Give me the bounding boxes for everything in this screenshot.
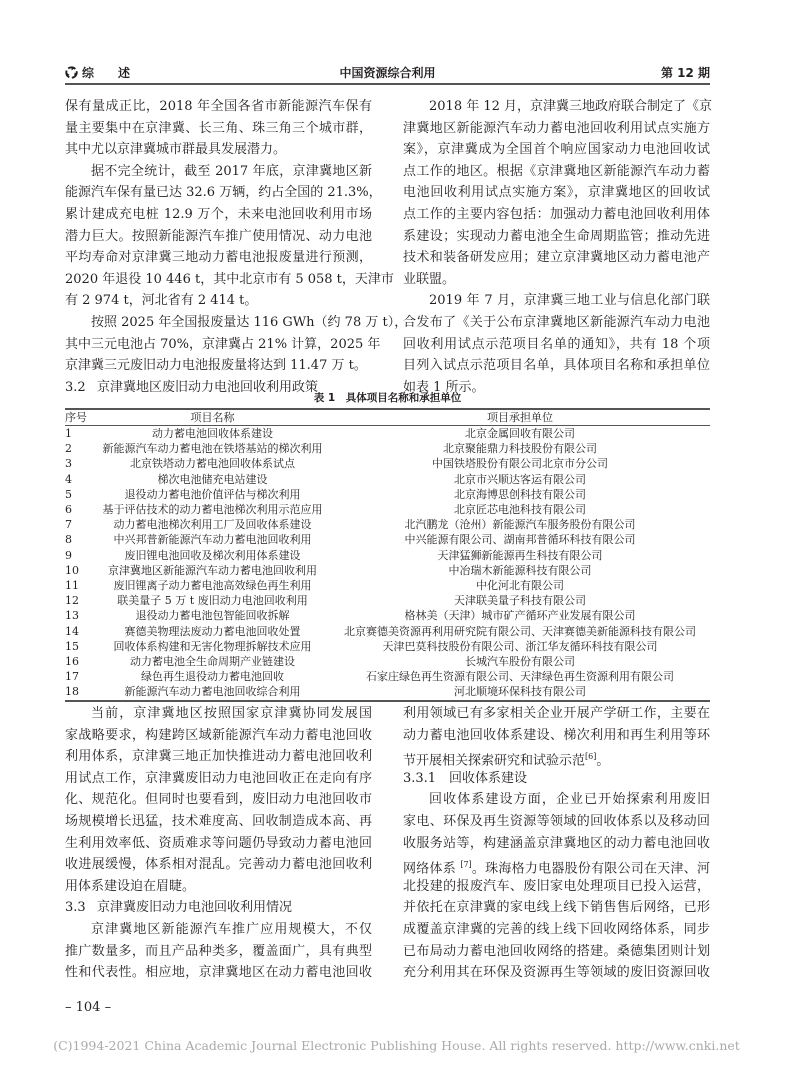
paragraph-line: 成覆盖京津冀的完善的线上线下回收网络体系，同步 xyxy=(403,921,710,937)
row-seq: 5 xyxy=(65,487,72,501)
table-row xyxy=(65,441,710,456)
paragraph-line: 潜力巨大。按照新能源汽车推广使用情况、动力电池 xyxy=(65,228,372,244)
row-project-name: 赛德美物理法废动力蓄电池回收处置 xyxy=(124,624,301,638)
paragraph-line: 合发布了《关于公布京津冀地区新能源汽车动力电池 xyxy=(403,314,710,330)
table-row xyxy=(65,426,710,442)
table-row xyxy=(65,487,710,502)
row-project-name: 回收体系构建和无害化物理拆解技术应用 xyxy=(113,639,312,653)
table-row xyxy=(65,456,710,471)
table-row xyxy=(65,684,710,700)
row-unit: 天津联美量子科技有限公司 xyxy=(454,594,586,608)
table-row xyxy=(65,563,710,578)
row-project-name: 联美量子 5 万 t 废旧动力电池回收利用 xyxy=(117,594,308,608)
paragraph-line: 保有量成正比，2018 年全国各省市新能源汽车保有 xyxy=(65,99,372,114)
table-row xyxy=(65,532,710,547)
paragraph-line: 量主要集中在京津冀、长三角、珠三角三个城市群， xyxy=(65,120,372,136)
section-title: 回收体系建设 xyxy=(449,770,528,786)
row-seq: 4 xyxy=(65,472,72,486)
paragraph-line: 家战略要求，构建跨区域新能源汽车动力蓄电池回收 xyxy=(65,727,372,743)
row-seq: 13 xyxy=(65,609,79,623)
paragraph-line: 京津冀地区新能源汽车推广应用规模大，不仅 xyxy=(91,921,372,937)
row-unit: 北汽鹏龙（沧州）新能源汽车服务股份有限公司 xyxy=(404,518,636,532)
table-row xyxy=(65,639,710,654)
table-row xyxy=(65,517,710,532)
paragraph-line: 点工作的地区。根据《京津冀地区新能源汽车动力蓄 xyxy=(403,163,710,179)
running-header xyxy=(65,62,710,82)
paragraph-line: 其中三元电池占 70%，京津冀占 21% 计算，2025 年 xyxy=(65,336,381,352)
section-label: 综 述 xyxy=(82,66,131,80)
section-number: 3.2 xyxy=(65,379,86,395)
table-row xyxy=(65,472,710,487)
row-seq: 18 xyxy=(65,684,95,700)
table-row xyxy=(65,502,710,517)
paragraph-line: 能源汽车保有量已达 32.6 万辆，约占全国的 21.3%， xyxy=(65,185,382,201)
section-heading xyxy=(403,768,710,790)
row-project-name: 梯次电池储充电站建设 xyxy=(157,472,268,486)
paragraph-line: 北投建的报废汽车、废旧家电处理项目已投入运营， xyxy=(403,878,710,894)
row-seq: 14 xyxy=(65,624,79,638)
row-unit: 天津巴莫科技股份有限公司、浙江华友循环科技有限公司 xyxy=(382,639,658,653)
issue-number: 第 12 期 xyxy=(660,66,710,80)
row-unit: 格林美（天津）城市矿产循环产业发展有限公司 xyxy=(404,609,636,623)
row-project-name: 新能源汽车动力蓄电池回收综合利用 xyxy=(95,684,330,700)
paragraph-line xyxy=(403,854,710,876)
text: 。 xyxy=(596,753,610,769)
paragraph-line: 收服务站等，构建涵盖京津冀地区的动力蓄电池回收 xyxy=(403,835,710,851)
text: 网络体系 xyxy=(403,861,461,877)
section-title: 京津冀地区废旧动力电池回收利用政策 xyxy=(97,379,319,395)
paragraph-line: 技术和装备研发应用；建立京津冀地区动力蓄电池产 xyxy=(403,250,710,266)
row-seq: 12 xyxy=(65,594,79,608)
row-seq: 2 xyxy=(65,442,72,456)
row-unit: 北京赛德美资源再利用研究院有限公司、天津赛德美新能源科技有限公司 xyxy=(344,624,696,638)
row-seq: 17 xyxy=(65,670,79,684)
paragraph-line: 推广数量多，而且产品种类多，覆盖面广，具有典型 xyxy=(65,943,372,959)
table-row xyxy=(65,624,710,639)
paragraph-line: 2018 年 12 月，京津冀三地政府联合制定了《京 xyxy=(429,99,713,114)
paragraph-line: 用试点工作，京津冀废旧动力电池回收正在走向有序 xyxy=(65,770,372,786)
paragraph-line: 累计建成充电桩 12.9 万个，未来电池回收利用市场 xyxy=(65,206,372,222)
paragraph-line: 动力蓄电池回收体系建设、梯次利用和再生利用等环 xyxy=(403,727,710,743)
header-rule xyxy=(65,83,710,85)
paragraph-line: 利用领域已有多家相关企业开展产学研工作，主要在 xyxy=(403,706,710,721)
left-column-bottom xyxy=(65,703,372,984)
table-caption: 表 1 具体项目名称和承担单位 xyxy=(313,392,462,404)
paragraph-line: 化、规范化。但同时也要看到，废旧动力电池回收市 xyxy=(65,792,372,808)
paragraph-line: 利用体系，京津冀三地正加快推进动力蓄电池回收利 xyxy=(65,749,372,765)
row-project-name: 动力蓄电池梯次利用工厂及回收体系建设 xyxy=(113,518,312,532)
paragraph-line: 收进展缓慢，体系相对混乱。完善动力蓄电池回收利 xyxy=(65,857,372,873)
table-row xyxy=(65,608,710,623)
section-number: 3.3.1 xyxy=(403,770,437,786)
row-seq: 16 xyxy=(65,655,79,669)
paragraph-line: 如表 1 所示。 xyxy=(403,379,485,395)
paragraph-line: 性和代表性。相应地，京津冀地区在动力蓄电池回收 xyxy=(65,965,372,981)
projects-table xyxy=(65,408,710,702)
text: 。珠海格力电器股份有限公司在天津、河 xyxy=(471,861,710,877)
row-unit: 中国铁塔股份有限公司北京市分公司 xyxy=(432,457,608,471)
copyright-notice: (C)1994-2021 China Academic Journal Electronic Publishing House. All rights reserved. http://www.cnki.net xyxy=(53,1038,740,1053)
row-seq: 1 xyxy=(65,427,72,440)
row-project-name: 废旧锂离子动力蓄电池高效绿色再生利用 xyxy=(113,579,312,593)
row-project-name: 退役动力蓄电池价值评估与梯次利用 xyxy=(124,487,301,501)
paragraph-line: 有 2 974 t，河北省有 2 414 t。 xyxy=(65,293,258,309)
row-seq: 11 xyxy=(65,579,79,593)
paragraph-line: 2020 年退役 10 446 t，其中北京市有 5 058 t，天津市 xyxy=(65,271,394,287)
section-title: 京津冀废旧动力电池回收利用情况 xyxy=(97,900,293,916)
paragraph-line: 业联盟。 xyxy=(403,271,456,287)
paragraph-line: 按照 2025 年全国报废量达 116 GWh（约 78 万 t）， xyxy=(91,314,408,330)
page-number: – 104 – xyxy=(65,1000,112,1015)
row-unit: 中化河北有限公司 xyxy=(476,579,564,593)
paragraph-line: 回收体系建设方面，企业已开始探索利用废旧 xyxy=(429,792,710,808)
paragraph-line: 充分利用其在环保及资源再生等领域的废旧资源回收 xyxy=(403,965,710,981)
paragraph-line: 平均寿命对京津冀三地动力蓄电池报废量进行预测， xyxy=(65,250,372,266)
row-seq: 8 xyxy=(65,533,72,547)
text: 节开展相关探索研究和试验示范 xyxy=(403,753,586,769)
table-row xyxy=(65,593,710,608)
row-seq: 9 xyxy=(65,548,72,562)
right-column-top xyxy=(403,96,713,398)
row-project-name: 退役动力蓄电池包智能回收拆解 xyxy=(135,609,290,623)
citation-ref: [6] xyxy=(585,752,597,762)
row-unit: 北京金属回收有限公司 xyxy=(465,427,575,440)
row-project-name: 基于评估技术的动力蓄电池梯次利用示范应用 xyxy=(102,503,323,517)
paragraph-line: 目列入试点示范项目名单，具体项目名称和承担单位 xyxy=(403,358,710,374)
row-unit: 石家庄绿色再生资源有限公司、天津绿色再生资源利用有限公司 xyxy=(366,670,674,684)
row-seq: 15 xyxy=(65,639,79,653)
paragraph-line xyxy=(403,746,710,768)
row-seq: 3 xyxy=(65,457,72,471)
paragraph-line: 当前，京津冀地区按照国家京津冀协同发展国 xyxy=(91,706,372,721)
row-seq: 10 xyxy=(65,563,79,577)
table-row xyxy=(65,654,710,669)
left-column-top xyxy=(65,96,408,398)
row-project-name: 动力蓄电池全生命周期产业链建设 xyxy=(130,655,295,669)
row-project-name: 中兴邦普新能源汽车动力蓄电池回收利用 xyxy=(113,533,312,547)
table-row xyxy=(65,669,710,684)
paragraph-line: 电池回收利用试点实施方案》，京津冀地区的回收试 xyxy=(403,185,710,201)
section-heading xyxy=(65,897,372,919)
paragraph-line: 据不完全统计，截至 2017 年底，京津冀地区新 xyxy=(91,163,372,179)
row-seq: 7 xyxy=(65,518,72,532)
row-project-name: 动力蓄电池回收体系建设 xyxy=(152,427,273,440)
row-unit: 中冶瑞木新能源科技有限公司 xyxy=(448,563,592,577)
row-unit: 北京市兴顺达客运有限公司 xyxy=(454,472,586,486)
row-unit: 北京聚能鼎力科技股份有限公司 xyxy=(443,442,597,456)
col-header-project: 项目名称 xyxy=(95,409,330,426)
paragraph-line: 已布局动力蓄电池回收网络的搭建。桑德集团则计划 xyxy=(403,943,710,959)
paragraph-line: 2019 年 7 月，京津冀三地工业与信息化部门联 xyxy=(429,293,710,309)
journal-name: 中国资源综合利用 xyxy=(339,66,436,80)
row-seq: 6 xyxy=(65,503,72,517)
paragraph-line: 京津冀三元废旧动力电池报废量将达到 11.47 万 t。 xyxy=(65,358,367,374)
row-unit: 长城汽车股份有限公司 xyxy=(465,655,575,669)
paragraph-line: 场规模增长迅猛，技术难度高、回收制造成本高、再 xyxy=(65,813,372,829)
row-unit: 北京海博思创科技有限公司 xyxy=(454,487,586,501)
section-number: 3.3 xyxy=(65,900,86,916)
paragraph-line: 案》，京津冀成为全国首个响应国家动力电池回收试 xyxy=(403,142,710,158)
paragraph-line: 津冀地区新能源汽车动力蓄电池回收利用试点实施方 xyxy=(403,120,710,136)
paragraph-line: 生利用效率低、资质难求等问题仍导致动力蓄电池回 xyxy=(65,835,372,851)
row-unit: 河北顺境环保科技有限公司 xyxy=(330,684,710,700)
table-row xyxy=(65,548,710,563)
row-project-name: 京津冀地区新能源汽车动力蓄电池回收利用 xyxy=(108,563,317,577)
row-project-name: 绿色再生退役动力蓄电池回收 xyxy=(141,670,284,684)
row-project-name: 北京铁塔动力蓄电池回收体系试点 xyxy=(130,457,295,471)
col-header-unit: 项目承担单位 xyxy=(330,409,710,426)
row-project-name: 新能源汽车动力蓄电池在铁塔基站的梯次利用 xyxy=(102,442,323,456)
table-row xyxy=(65,578,710,593)
row-unit: 天津猛狮新能源再生科技有限公司 xyxy=(437,548,603,562)
right-column-bottom xyxy=(403,703,710,984)
col-header-seq: 序号 xyxy=(65,409,95,426)
paragraph-line: 其中尤以京津冀城市群最具发展潜力。 xyxy=(65,142,287,158)
row-project-name: 废旧锂电池回收及梯次利用体系建设 xyxy=(124,548,301,562)
table-header-row xyxy=(65,409,710,426)
row-unit: 北京匠芯电池科技有限公司 xyxy=(454,503,586,517)
row-unit: 中兴能源有限公司、湖南邦普循环科技有限公司 xyxy=(404,533,636,547)
paragraph-line: 回收利用试点示范项目名单的通知》，共有 18 个项 xyxy=(403,336,710,352)
paragraph-line: 系建设；实现动力蓄电池全生命周期监管；推动先进 xyxy=(403,228,710,244)
paragraph-line: 家电、环保及再生资源等领域的回收体系以及移动回 xyxy=(403,813,710,829)
citation-ref: [7] xyxy=(460,860,472,870)
paragraph-line: 用体系建设迫在眉睫。 xyxy=(65,878,196,894)
paragraph-line: 点工作的主要内容包括：加强动力蓄电池回收利用体 xyxy=(403,206,710,222)
paragraph-line: 并依托在京津冀的家电线上线下销售售后网络，已形 xyxy=(403,900,710,916)
